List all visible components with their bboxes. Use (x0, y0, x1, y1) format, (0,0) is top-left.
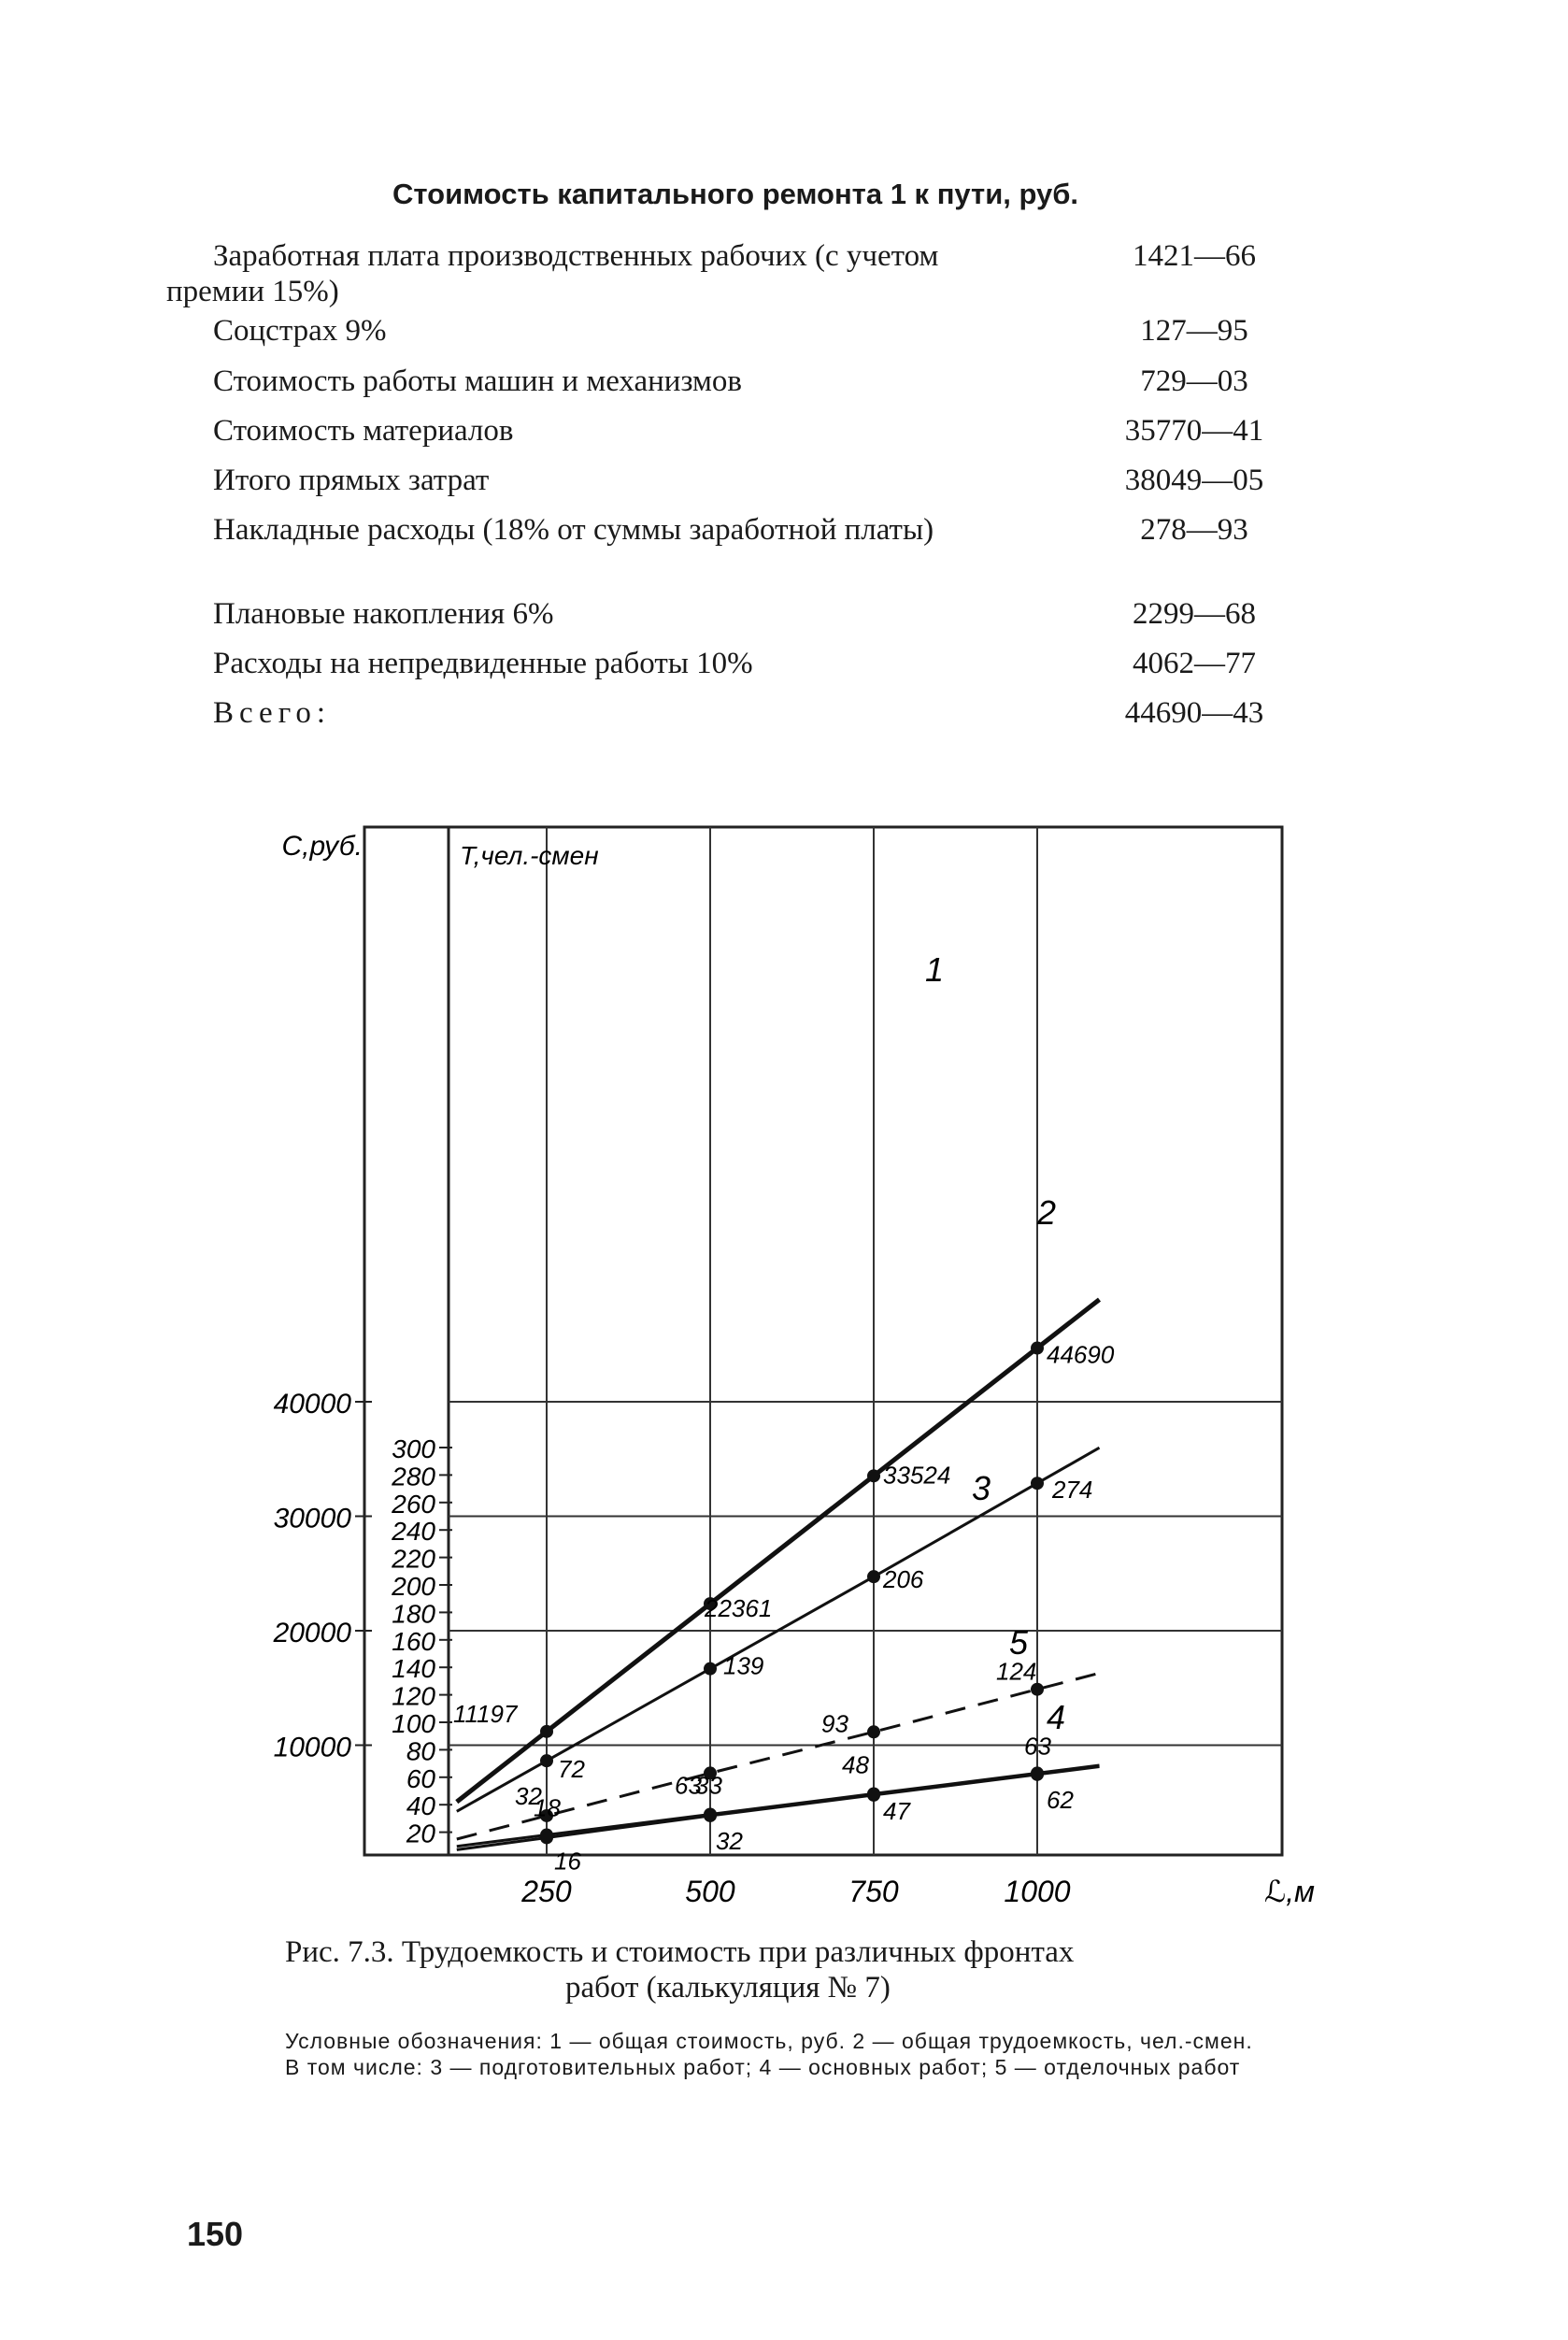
data-label-4: 47 (883, 1796, 910, 1825)
row-label: Стоимость материалов (213, 414, 514, 448)
data-label-3: 93 (821, 1709, 848, 1738)
data-point-2 (867, 1570, 880, 1583)
table-row (166, 413, 1269, 463)
data-label-2: 206 (883, 1565, 924, 1594)
labor-cost-chart (262, 785, 1318, 1934)
row-value: 127—95 (1140, 314, 1248, 348)
data-label-1: 11197 (453, 1699, 518, 1728)
cost-tick-label: 30000 (273, 1503, 351, 1534)
data-point-2 (704, 1662, 717, 1676)
row-value: 1421—66 (1133, 239, 1256, 273)
cost-tick-label: 10000 (273, 1732, 351, 1763)
labor-tick-label: 100 (392, 1709, 435, 1738)
data-point-5 (1031, 1766, 1044, 1779)
data-label-3: 63 (675, 1771, 702, 1800)
row-value: 2299—68 (1133, 597, 1256, 631)
data-label-3: 124 (996, 1657, 1037, 1686)
labor-tick-label: 200 (392, 1572, 435, 1601)
data-label-5: 63 (1024, 1732, 1051, 1761)
series-name-1: 1 (925, 950, 945, 989)
data-point-2 (540, 1754, 553, 1767)
data-point-5 (867, 1787, 880, 1800)
x-axis-label: ℒ,м (1264, 1875, 1315, 1908)
data-label-2: 139 (723, 1651, 764, 1680)
data-point-5 (704, 1807, 717, 1820)
row-value: 278—93 (1140, 513, 1248, 547)
legend-line: В том числе: 3 — подготовительных работ; 4 — основных работ; 5 — отделочных работ (285, 2055, 1241, 2079)
row-value: 44690—43 (1124, 696, 1264, 730)
row-value: 729—03 (1140, 364, 1248, 398)
table-row (166, 596, 1269, 646)
table-row (166, 646, 1269, 695)
figure-legend (285, 2028, 1304, 2080)
row-label: Накладные расходы (18% от суммы заработной платы) (213, 513, 934, 547)
table-row (166, 364, 1269, 413)
data-label-5: 48 (842, 1750, 869, 1779)
data-point-5 (540, 1829, 553, 1842)
cost-tick-label: 40000 (273, 1389, 351, 1420)
data-point-1 (1031, 1342, 1044, 1355)
data-label-2: 72 (558, 1755, 585, 1784)
labor-tick-label: 300 (392, 1434, 435, 1463)
row-label: Итого прямых затрат (213, 464, 490, 497)
table-title: Стоимость капитального ремонта 1 к пути, руб. (392, 178, 1079, 210)
cost-tick-label: 20000 (273, 1618, 351, 1648)
figure-caption (285, 1934, 1304, 2005)
x-tick-label: 250 (521, 1875, 572, 1908)
x-tick-label: 500 (685, 1875, 735, 1908)
series-name-5: 5 (1009, 1623, 1029, 1662)
row-label: Расходы на непредвиденные работы 10% (213, 647, 753, 680)
page-number: 150 (187, 2215, 244, 2253)
labor-tick-label: 140 (392, 1654, 435, 1684)
table-row (166, 695, 1269, 745)
cost-axis-label: С,руб. (281, 831, 363, 862)
labor-tick-label: 160 (392, 1626, 435, 1656)
data-point-2 (1031, 1477, 1044, 1490)
series-name-2: 2 (1037, 1193, 1057, 1232)
data-label-5: 33 (695, 1771, 722, 1800)
labor-tick-label: 60 (406, 1763, 435, 1793)
row-label: Стоимость работы машин и механизмов (213, 364, 742, 398)
labor-tick-label: 280 (392, 1462, 435, 1491)
row-label: Соцстрах 9% (213, 314, 387, 348)
cost-table (166, 238, 1269, 745)
table-row (166, 238, 1269, 313)
labor-tick-label: 40 (406, 1791, 435, 1821)
labor-tick-label: 240 (392, 1517, 435, 1547)
data-point-1 (540, 1725, 553, 1738)
labor-axis-label: Т,чел.-смен (460, 841, 599, 870)
data-point-1 (867, 1469, 880, 1482)
legend-line: Условные обозначения: 1 — общая стоимость, руб. 2 — общая трудоемкость, чел.-смен. (285, 2029, 1253, 2053)
data-label-4: 16 (554, 1847, 581, 1876)
data-label-3: 32 (515, 1781, 542, 1810)
data-label-2: 274 (1052, 1476, 1093, 1505)
data-label-1: 33524 (883, 1461, 951, 1490)
series-line-2 (457, 1448, 1100, 1811)
row-value: 35770—41 (1124, 414, 1264, 448)
table-row (166, 512, 1269, 596)
row-value: 4062—77 (1133, 647, 1256, 680)
series-name-3: 3 (972, 1469, 991, 1507)
data-label-5: 18 (534, 1793, 561, 1822)
data-label-1: 44690 (1047, 1340, 1115, 1369)
labor-tick-label: 180 (392, 1599, 435, 1629)
caption-sub: работ (калькуляция № 7) (565, 1971, 891, 2005)
labor-tick-label: 80 (406, 1736, 435, 1766)
series-line-1 (457, 1300, 1100, 1803)
series-name-4: 4 (1047, 1698, 1066, 1736)
labor-tick-label: 20 (406, 1819, 435, 1848)
row-value: 38049—05 (1124, 464, 1264, 497)
caption-head: Рис. 7.3. Трудоемкость и стоимость при различных фронтах (285, 1935, 1075, 1969)
data-label-4: 32 (716, 1826, 743, 1855)
row-label: Заработная плата производственных рабочих (с учетом премии 15%) (166, 239, 939, 308)
x-tick-label: 750 (848, 1875, 899, 1908)
table-row (166, 463, 1269, 512)
row-label: Всего: (213, 696, 332, 730)
data-label-1: 22361 (705, 1594, 773, 1623)
data-point-3 (867, 1725, 880, 1738)
x-tick-label: 1000 (1004, 1875, 1071, 1908)
labor-tick-label: 220 (392, 1544, 435, 1574)
row-label: Плановые накопления 6% (213, 597, 554, 631)
labor-tick-label: 120 (392, 1681, 435, 1711)
labor-tick-label: 260 (392, 1489, 435, 1519)
table-row (166, 313, 1269, 364)
data-label-4: 62 (1047, 1785, 1074, 1814)
